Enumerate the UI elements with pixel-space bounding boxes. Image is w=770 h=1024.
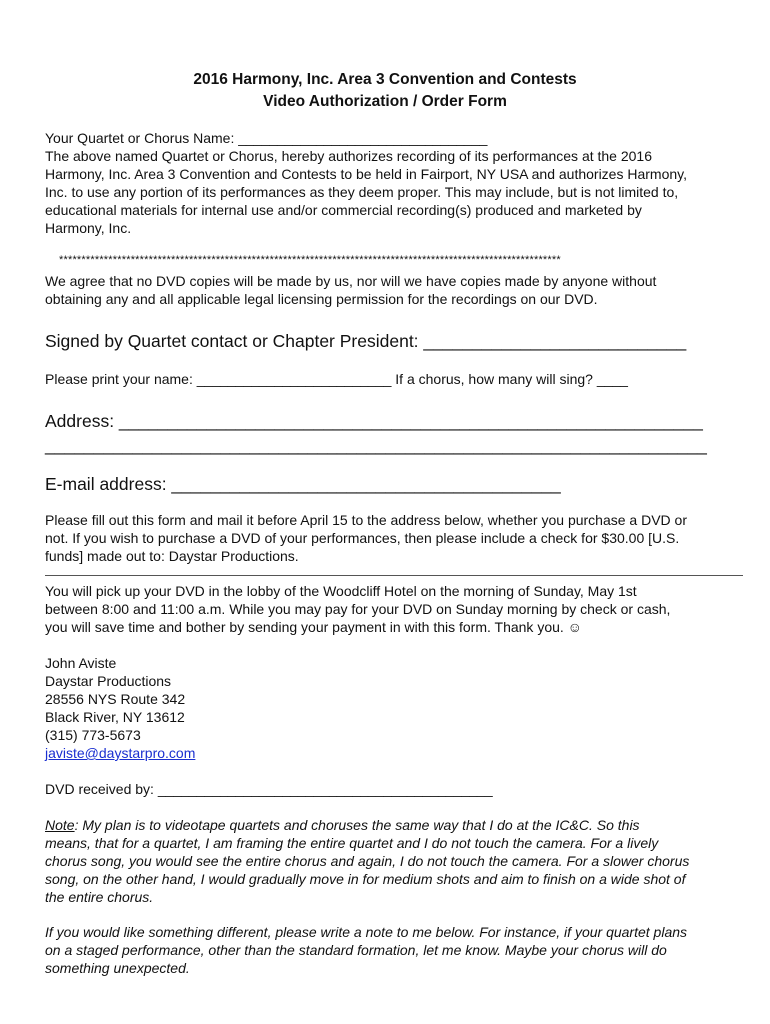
- pickup-text: between 8:00 and 11:00 a.m. While you may pay for your DVD on Sunday morning by check or cash,: [45, 601, 671, 617]
- contact-phone: (315) 773-5673: [45, 727, 141, 743]
- authorization-text: Harmony, Inc.: [45, 220, 132, 236]
- authorization-text: Inc. to use any portion of its performances as they deem proper. This may include, but is not limited to,: [45, 184, 679, 200]
- note-first-line: [45, 816, 640, 834]
- agreement-text: obtaining any and all applicable legal licensing permission for the recordings on our DVD.: [45, 291, 598, 307]
- authorization-text: The above named Quartet or Chorus, hereby authorizes recording of its performances at the 2016: [45, 148, 653, 164]
- authorization-text: Harmony, Inc. Area 3 Convention and Contests to be held in Fairport, NY USA and authorizes Harmony,: [45, 166, 688, 182]
- note-text: song, on the other hand, I would gradually move in for medium shots and aim to finish on a wide shot of: [45, 871, 686, 887]
- star-separator: ****************************************************************************************************************: [59, 254, 561, 266]
- email-field[interactable]: E-mail address: ________________________________________: [45, 474, 561, 494]
- form-title: 2016 Harmony, Inc. Area 3 Convention and Contests: [193, 71, 577, 88]
- request-text: on a staged performance, other than the standard formation, let me know. Maybe your chorus will do: [45, 942, 667, 958]
- chorus-name-field[interactable]: Your Quartet or Chorus Name: ________________________________: [45, 130, 488, 146]
- address-field[interactable]: Address: ____________________________________________________________: [45, 411, 703, 431]
- form-subtitle: Video Authorization / Order Form: [263, 93, 507, 110]
- note-text: : My plan is to videotape quartets and choruses the same way that I do at the IC&C. So this: [74, 817, 640, 833]
- contact-company: Daystar Productions: [45, 673, 172, 689]
- divider: [45, 575, 743, 576]
- print-name-field[interactable]: Please print your name: _________________________ If a chorus, how many will sing? ____: [45, 371, 628, 387]
- pickup-text: You will pick up your DVD in the lobby of the Woodcliff Hotel on the morning of Sunday, May 1st: [45, 583, 637, 599]
- payment-text: funds] made out to: Daystar Productions.: [45, 548, 299, 564]
- payment-text: not. If you wish to purchase a DVD of your performances, then please include a check for $30.00 [U.S.: [45, 530, 680, 546]
- request-text: If you would like something different, please write a note to me below. For instance, if your quartet plans: [45, 924, 688, 940]
- note-text: means, that for a quartet, I am framing the entire quartet and I do not touch the camera. For a lively: [45, 835, 659, 851]
- note-text: chorus song, you would see the entire chorus and again, I do not touch the camera. For a slower chorus: [45, 853, 690, 869]
- signature-field[interactable]: Signed by Quartet contact or Chapter President: ___________________________: [45, 331, 687, 351]
- request-text: something unexpected.: [45, 960, 190, 976]
- contact-name: John Aviste: [45, 655, 117, 671]
- authorization-text: educational materials for internal use and/or commercial recording(s) produced and marketed by: [45, 202, 642, 218]
- note-label: Note: [45, 817, 75, 833]
- note-text: the entire chorus.: [45, 889, 154, 905]
- address-field-line2[interactable]: ____________________________________________________________________: [45, 435, 707, 455]
- pickup-text: you will save time and bother by sending your payment in with this form. Thank you. ☺: [45, 619, 582, 635]
- payment-text: Please fill out this form and mail it before April 15 to the address below, whether you purchase a DVD or: [45, 512, 688, 528]
- contact-street: 28556 NYS Route 342: [45, 691, 186, 707]
- contact-city: Black River, NY 13612: [45, 709, 185, 725]
- dvd-received-field[interactable]: DVD received by: ___________________________________________: [45, 781, 493, 797]
- contact-email-link[interactable]: javiste@daystarpro.com: [45, 745, 196, 761]
- agreement-text: We agree that no DVD copies will be made by us, nor will we have copies made by anyone without: [45, 273, 657, 289]
